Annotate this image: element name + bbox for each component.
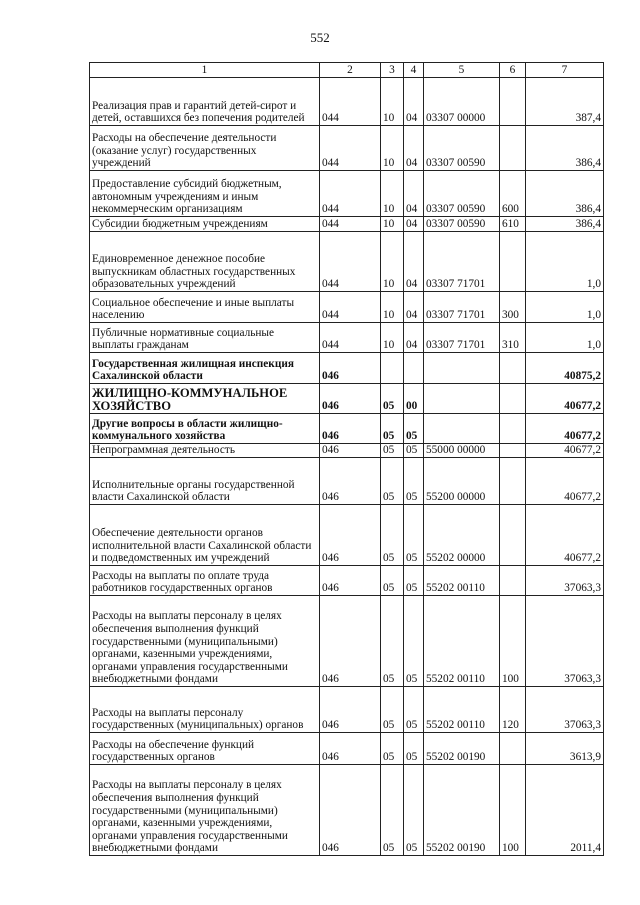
expense-type-code bbox=[500, 78, 526, 126]
table-row bbox=[90, 765, 604, 856]
column-header: 6 bbox=[500, 63, 526, 78]
row-name: Расходы на обеспечение деятельности (оказание услуг) государственных учреждений bbox=[90, 126, 320, 171]
section-code: 05 bbox=[381, 444, 404, 458]
budget-table bbox=[89, 62, 604, 856]
table-header-row bbox=[90, 63, 604, 78]
row-name: Единовременное денежное пособие выпускникам областных государственных образовательных учреждений bbox=[90, 232, 320, 292]
table-row bbox=[90, 733, 604, 765]
section-code: 10 bbox=[381, 171, 404, 217]
section-code: 05 bbox=[381, 733, 404, 765]
table-row bbox=[90, 596, 604, 687]
target-article-code: 03307 00000 bbox=[424, 78, 500, 126]
row-name: Предоставление субсидий бюджетным, автономным учреждениям и иным некоммерческим организациям bbox=[90, 171, 320, 217]
subsection-code: 05 bbox=[404, 733, 424, 765]
amount: 1,0 bbox=[526, 323, 604, 353]
row-name: Публичные нормативные социальные выплаты гражданам bbox=[90, 323, 320, 353]
amount: 37063,3 bbox=[526, 687, 604, 733]
column-header: 3 bbox=[381, 63, 404, 78]
target-article-code: 55000 00000 bbox=[424, 444, 500, 458]
section-code: 05 bbox=[381, 414, 404, 444]
expense-type-code bbox=[500, 444, 526, 458]
target-article-code: 55202 00110 bbox=[424, 596, 500, 687]
amount: 386,4 bbox=[526, 126, 604, 171]
row-name: Расходы на выплаты персоналу государственных (муниципальных) органов bbox=[90, 687, 320, 733]
subsection-code: 05 bbox=[404, 687, 424, 733]
expense-type-code bbox=[500, 126, 526, 171]
ministry-code: 046 bbox=[320, 505, 381, 566]
subsection-code: 04 bbox=[404, 171, 424, 217]
target-article-code: 03307 71701 bbox=[424, 323, 500, 353]
amount: 387,4 bbox=[526, 78, 604, 126]
column-header: 4 bbox=[404, 63, 424, 78]
subsection-code: 04 bbox=[404, 126, 424, 171]
section-code: 10 bbox=[381, 217, 404, 232]
section-code bbox=[381, 353, 404, 384]
target-article-code bbox=[424, 353, 500, 384]
ministry-code: 046 bbox=[320, 765, 381, 856]
ministry-code: 046 bbox=[320, 414, 381, 444]
expense-type-code: 120 bbox=[500, 687, 526, 733]
row-name: Другие вопросы в области жилищно-коммунального хозяйства bbox=[90, 414, 320, 444]
table-row bbox=[90, 292, 604, 323]
target-article-code: 55202 00190 bbox=[424, 733, 500, 765]
row-name: Непрограммная деятельность bbox=[90, 444, 320, 458]
column-header: 1 bbox=[90, 63, 320, 78]
ministry-code: 044 bbox=[320, 126, 381, 171]
expense-type-code: 100 bbox=[500, 765, 526, 856]
amount: 40677,2 bbox=[526, 384, 604, 414]
subsection-code: 04 bbox=[404, 232, 424, 292]
target-article-code: 55202 00110 bbox=[424, 687, 500, 733]
target-article-code: 55202 00000 bbox=[424, 505, 500, 566]
table-row bbox=[90, 458, 604, 505]
expense-type-code: 300 bbox=[500, 292, 526, 323]
amount: 40875,2 bbox=[526, 353, 604, 384]
page-number: 552 bbox=[310, 30, 330, 45]
table-row bbox=[90, 384, 604, 414]
section-code: 10 bbox=[381, 292, 404, 323]
row-name: ЖИЛИЩНО-КОММУНАЛЬНОЕ ХОЗЯЙСТВО bbox=[90, 384, 320, 414]
target-article-code bbox=[424, 414, 500, 444]
ministry-code: 046 bbox=[320, 687, 381, 733]
target-article-code: 55200 00000 bbox=[424, 458, 500, 505]
target-article-code: 55202 00190 bbox=[424, 765, 500, 856]
table-row bbox=[90, 323, 604, 353]
ministry-code: 046 bbox=[320, 384, 381, 414]
section-code: 10 bbox=[381, 232, 404, 292]
expense-type-code bbox=[500, 232, 526, 292]
table-row bbox=[90, 687, 604, 733]
amount: 1,0 bbox=[526, 232, 604, 292]
ministry-code: 046 bbox=[320, 733, 381, 765]
target-article-code: 03307 00590 bbox=[424, 126, 500, 171]
expense-type-code bbox=[500, 566, 526, 596]
target-article-code: 55202 00110 bbox=[424, 566, 500, 596]
row-name: Обеспечение деятельности органов исполнительной власти Сахалинской области и подведомственных им учреждений bbox=[90, 505, 320, 566]
section-code: 10 bbox=[381, 78, 404, 126]
amount: 40677,2 bbox=[526, 505, 604, 566]
expense-type-code bbox=[500, 505, 526, 566]
expense-type-code: 310 bbox=[500, 323, 526, 353]
target-article-code: 03307 71701 bbox=[424, 292, 500, 323]
subsection-code: 05 bbox=[404, 444, 424, 458]
section-code: 05 bbox=[381, 596, 404, 687]
row-name: Социальное обеспечение и иные выплаты населению bbox=[90, 292, 320, 323]
section-code: 05 bbox=[381, 505, 404, 566]
amount: 3613,9 bbox=[526, 733, 604, 765]
row-name: Расходы на обеспечение функций государственных органов bbox=[90, 733, 320, 765]
amount: 40677,2 bbox=[526, 458, 604, 505]
row-name: Расходы на выплаты персоналу в целях обеспечения выполнения функций государственными (муниципальными) органами, казенными учреждениями, органами управления государственными внебюджетными фондами bbox=[90, 765, 320, 856]
subsection-code: 04 bbox=[404, 217, 424, 232]
ministry-code: 044 bbox=[320, 292, 381, 323]
amount: 37063,3 bbox=[526, 596, 604, 687]
expense-type-code bbox=[500, 384, 526, 414]
amount: 1,0 bbox=[526, 292, 604, 323]
amount: 386,4 bbox=[526, 171, 604, 217]
subsection-code: 05 bbox=[404, 566, 424, 596]
section-code: 05 bbox=[381, 687, 404, 733]
column-header: 7 bbox=[526, 63, 604, 78]
table-row bbox=[90, 353, 604, 384]
table-row bbox=[90, 505, 604, 566]
subsection-code: 05 bbox=[404, 505, 424, 566]
ministry-code: 044 bbox=[320, 78, 381, 126]
target-article-code bbox=[424, 384, 500, 414]
table-row bbox=[90, 217, 604, 232]
subsection-code: 04 bbox=[404, 292, 424, 323]
ministry-code: 046 bbox=[320, 353, 381, 384]
section-code: 10 bbox=[381, 323, 404, 353]
expense-type-code bbox=[500, 733, 526, 765]
ministry-code: 044 bbox=[320, 217, 381, 232]
amount: 40677,2 bbox=[526, 444, 604, 458]
target-article-code: 03307 71701 bbox=[424, 232, 500, 292]
expense-type-code bbox=[500, 353, 526, 384]
subsection-code: 04 bbox=[404, 78, 424, 126]
section-code: 05 bbox=[381, 765, 404, 856]
ministry-code: 046 bbox=[320, 596, 381, 687]
amount: 40677,2 bbox=[526, 414, 604, 444]
section-code: 10 bbox=[381, 126, 404, 171]
table-row bbox=[90, 171, 604, 217]
subsection-code: 00 bbox=[404, 384, 424, 414]
expense-type-code bbox=[500, 414, 526, 444]
subsection-code: 04 bbox=[404, 323, 424, 353]
ministry-code: 046 bbox=[320, 566, 381, 596]
subsection-code: 05 bbox=[404, 765, 424, 856]
expense-type-code: 100 bbox=[500, 596, 526, 687]
section-code: 05 bbox=[381, 566, 404, 596]
row-name: Субсидии бюджетным учреждениям bbox=[90, 217, 320, 232]
expense-type-code bbox=[500, 458, 526, 505]
expense-type-code: 600 bbox=[500, 171, 526, 217]
amount: 386,4 bbox=[526, 217, 604, 232]
ministry-code: 044 bbox=[320, 171, 381, 217]
row-name: Расходы на выплаты персоналу в целях обеспечения выполнения функций государственными (муниципальными) органами, казенными учреждениями, органами управления государственными внебюджетными фондами bbox=[90, 596, 320, 687]
ministry-code: 046 bbox=[320, 444, 381, 458]
amount: 2011,4 bbox=[526, 765, 604, 856]
table-row bbox=[90, 232, 604, 292]
row-name: Государственная жилищная инспекция Сахалинской области bbox=[90, 353, 320, 384]
ministry-code: 046 bbox=[320, 458, 381, 505]
amount: 37063,3 bbox=[526, 566, 604, 596]
subsection-code: 05 bbox=[404, 414, 424, 444]
table-row bbox=[90, 566, 604, 596]
table-body bbox=[90, 78, 604, 856]
subsection-code: 05 bbox=[404, 596, 424, 687]
target-article-code: 03307 00590 bbox=[424, 171, 500, 217]
table-row bbox=[90, 126, 604, 171]
row-name: Реализация прав и гарантий детей-сирот и детей, оставшихся без попечения родителей bbox=[90, 78, 320, 126]
ministry-code: 044 bbox=[320, 323, 381, 353]
expense-type-code: 610 bbox=[500, 217, 526, 232]
ministry-code: 044 bbox=[320, 232, 381, 292]
column-header: 2 bbox=[320, 63, 381, 78]
row-name: Исполнительные органы государственной власти Сахалинской области bbox=[90, 458, 320, 505]
target-article-code: 03307 00590 bbox=[424, 217, 500, 232]
section-code: 05 bbox=[381, 458, 404, 505]
section-code: 05 bbox=[381, 384, 404, 414]
table-row bbox=[90, 78, 604, 126]
subsection-code bbox=[404, 353, 424, 384]
row-name: Расходы на выплаты по оплате труда работников государственных органов bbox=[90, 566, 320, 596]
table-row bbox=[90, 414, 604, 444]
column-header: 5 bbox=[424, 63, 500, 78]
table-row bbox=[90, 444, 604, 458]
subsection-code: 05 bbox=[404, 458, 424, 505]
